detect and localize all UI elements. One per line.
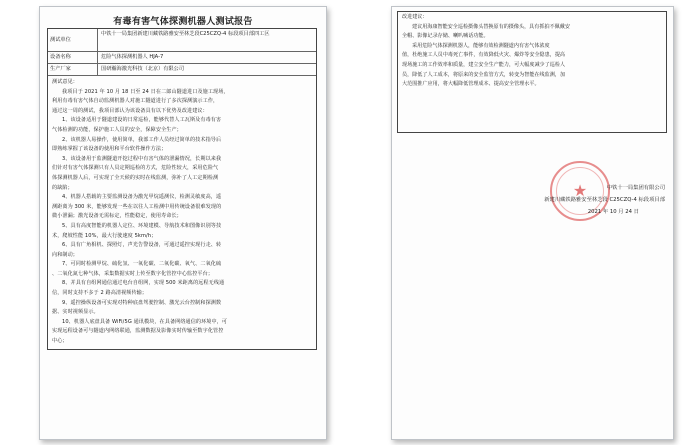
row-test-unit — [48, 29, 316, 52]
body-line: 气体检测的功能，保护施工人员的安全，保障安全生产； — [52, 126, 182, 133]
body-line: 值，杜绝施工人员中毒死亡事件，有效降低火灾、爆炸等安全隐患，提高 — [402, 52, 566, 59]
body-line: 测距离为 300 米，能够发现一些在以往人工检测中用传统设备很难发现的 — [52, 203, 222, 210]
body-line: 10、机器人底盘具备 WiFi/5G 通讯模块，在具备网络通信的环境中，可 — [62, 318, 228, 325]
body-line: 我项目于 2021 年 10 月 18 日至 24 日在二郎山隧道进口及施工现场， — [62, 88, 229, 95]
body-line: 通过这一周的测试，我项目部认为该设备具有以下优势及改进建议： — [52, 107, 208, 114]
report-title: 有毒有害气体探测机器人测试报告 — [113, 17, 253, 27]
device-name-value: 危险气体探测机器人 HJA-7 — [101, 54, 164, 60]
signature-date: 2021 年 10 月 24 日 — [587, 209, 639, 215]
body-line: 采用危险气体探测机器人，能够有效检测隧道内有害气体浓度 — [412, 42, 550, 49]
body-line: 8、并具有自组网通信通过电台自组网，实现 500 米距离的远程无线通 — [62, 280, 225, 287]
body-line: 现场施工的工作效率和质量，建立安全生产能力，可大幅度减少了巡检人 — [402, 61, 566, 68]
signature-project: 新建川藏铁路雅安至林芝段 C25CZQ-4 标段项目部 — [544, 197, 665, 203]
body-line: 7、可同时检测甲烷、硫化氢、一氧化碳、二氧化碳、氧气、二氧化硫 — [62, 261, 222, 268]
body-line: 体探测机器人后，可实现了全天候的实时在线监测，弥补了人工定期检测 — [52, 174, 219, 181]
body-line: 改进建议： — [402, 14, 428, 20]
body-line: 9、遥控操纵设备可实现对特种底盘驾驶控制、激光云台控制和探测数 — [62, 299, 222, 306]
body-line: 实现远程设备可与隧道内网络联通，监测数据及影像实时传输至数字化管控 — [52, 328, 224, 335]
body-line: 2、该机器人易操作，使用简单，我部工作人员经过简单的技术指导后 — [62, 136, 222, 143]
body-line: 微小泄漏；激光设备无需标定，性能稳定，使用寿命长； — [52, 213, 182, 220]
device-name-label: 设备名称 — [48, 52, 98, 63]
body-line: 测试意见： — [52, 79, 78, 85]
test-opinion-body — [48, 76, 316, 349]
body-line: 中心； — [52, 338, 68, 345]
manufacturer-value: 国研瀚海激光科技（北京）有限公司 — [101, 66, 185, 72]
body-line: 们针对有害气体探测只有人员定期巡检的方式，危险性较大，采用危险气 — [52, 165, 219, 172]
body-line: 5、具有高度智能的机器人定位、环境建模、导航技术和图像识别等技 — [62, 222, 222, 229]
body-line: 据、实时视频显示。 — [52, 309, 99, 316]
manufacturer-label: 生产厂家 — [48, 64, 98, 75]
body-line: 1、该设备适用于隧道建设的日常巡检，能够代替人工瓦斯及有毒有害 — [62, 117, 222, 124]
body-line: 3、该设备用于监测隧道开挖过程中有害气体的泄漏情况，长期以来我 — [62, 155, 222, 162]
report-form — [47, 28, 317, 350]
row-manufacturer — [48, 64, 316, 76]
body-line: 的缺陷； — [52, 184, 73, 191]
body-line: 4、机器人搭载的主要监测设备为激光甲烷遥测仪，检测灵敏度高，遥 — [62, 194, 222, 201]
body-line: 大范围推广应用，将大幅降低管理成本、提高安全管理水平。 — [402, 81, 540, 88]
seal-star-icon: ★ — [572, 181, 588, 200]
report-page-left — [39, 6, 327, 440]
body-line: 信，同时支持不多于 2 路高清视频传输； — [52, 290, 148, 297]
body-line: 即熟练掌握了该设备的使用和平台软件操作方法； — [52, 146, 167, 153]
body-line: 向和制动； — [52, 251, 78, 258]
report-page-right — [391, 6, 674, 440]
test-unit-label: 测试单位 — [48, 29, 98, 51]
body-line: 、二氧化氮七种气体，采集数据实时上传至数字化管控中心监控平台； — [52, 270, 214, 277]
signature-org: 中铁十一局集团有限公司 — [606, 185, 665, 191]
body-line: 建议用海康智能安全巡检摄像头替换原有的摄像头，具有抓拍不佩戴安 — [412, 23, 570, 30]
test-unit-value: 中铁十一局集团新建川藏铁路雅安至林芝段C25CZQ-4 标段项目部四工区 — [101, 31, 270, 37]
body-line: 术，爬坡性能 10%，最大行驶速度 5km/h； — [52, 232, 157, 239]
body-line: 利用有毒有害气体自动监测机器人对施工隧道进行了多次探测演示工作， — [52, 98, 219, 105]
improvement-box — [397, 11, 667, 133]
body-line: 员，降低了人工成本，将原来的安全监管方式，转变为智能在线监测，加 — [402, 71, 566, 78]
improvement-body — [398, 12, 666, 91]
body-line: 全帽、影像记录存储、喇叭喊话功能。 — [402, 33, 489, 40]
body-line: 6、具有广角相机、探照灯，声光告警设备，可通过遥控实现行走、转 — [62, 242, 222, 249]
row-device — [48, 52, 316, 64]
